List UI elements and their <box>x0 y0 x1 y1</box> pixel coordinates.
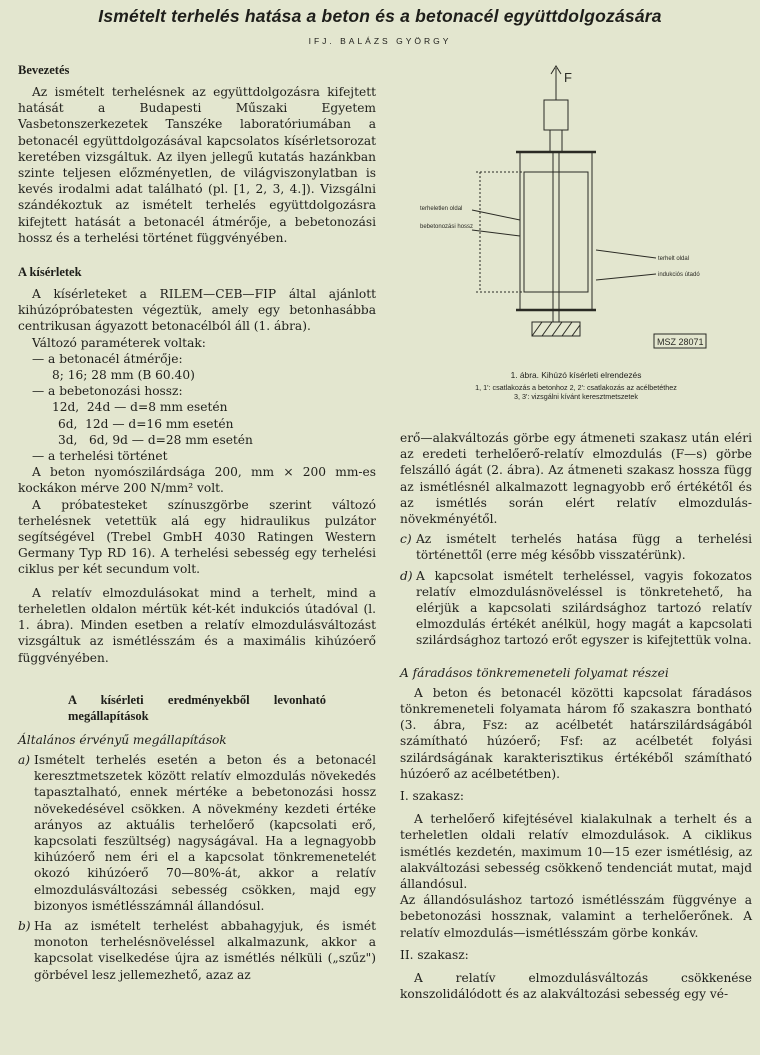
bar-top <box>550 130 562 152</box>
finding-c-label: c) <box>400 532 412 547</box>
leader-right-1 <box>596 250 656 258</box>
right-note-1: terhelt oldal <box>658 256 690 262</box>
force-label: F <box>564 70 572 85</box>
param-embedment-16mm: 6d, 12d — d=16 mm esetén <box>58 416 234 431</box>
right-paragraph-1: erő—alakváltozás görbe egy átmeneti szakasz után eléri az eredeti terhelőerő-relatív elmozdulás (F—s) görbe felszálló ágát (2. ábra). Az átmeneti szakasz hossza függ az ismétlésnél alkalmazott legnagyobb erő értékétől és az ismétlés során elért relatív elmozdulás-növekményétől. <box>400 431 752 527</box>
heading-results: A kísérleti eredményekből levonható megállapítások <box>68 692 326 723</box>
leader-right-2 <box>596 274 656 280</box>
finding-a <box>18 752 376 914</box>
left-column <box>18 62 376 983</box>
finding-d-label: d) <box>400 568 413 583</box>
article-title: Ismételt terhelés hatása a beton és a betonacél együttdolgozására <box>98 6 662 26</box>
right-column <box>400 430 752 1003</box>
stage-2-heading: II. szakasz: <box>400 947 469 962</box>
intro-paragraph: Az ismételt terhelésnek az együttdolgozásra kifejtett hatását a Budapesti Műszaki Egyetem Vasbetonszerkezetek Tanszéke laboratóriumában a betonacél együttdolgozásával kapcsolatos kísérletsorozat keretében vizsgáltuk. Az ilyen jellegű kutatás hazánkban szinte teljesen előzményetlen, de világviszonylatban is kevés irodalmi adat található (pl. [1, 2, 3, 4.]). Vizsgálni szándékoztuk az ismételt terhelés együttdolgozásra kifejtett hatását a betonacél átmérője, a bebetonozási hossz és a terhelési történet függvényében. <box>18 85 376 245</box>
stage-1-text-2: Az állandósuláshoz tartozó ismétlésszám függvénye a bebetonozási hossznak, valamint a terhelőerőnek. A relatív elmozdulás—ismétlésszám görbe konkáv. <box>400 893 752 940</box>
hatch-1 <box>532 322 542 336</box>
hatch-4 <box>562 322 572 336</box>
right-note-2: indukciós útadó <box>658 272 700 278</box>
finding-b-label: b) <box>18 918 31 933</box>
param-embedment-28mm: 3d, 6d, 9d — d=28 mm esetén <box>58 432 253 447</box>
experiments-paragraph-2: A beton nyomószilárdsága 200, mm × 200 mm-es kockákon mérve 200 N/mm² volt. <box>18 465 376 496</box>
experiments-paragraph-1: A kísérleteket a RILEM—CEB—FIP által ajánlott kihúzópróbatesten végeztük, amely egy betonhasábba centrikusan ágyazott betonacélból áll (1. ábra). <box>18 287 376 334</box>
param-embedment-8mm: 12d, 24d — d=8 mm esetén <box>52 400 228 415</box>
figure-legend-line-2: 3, 3': vizsgálni kívánt keresztmetszetek <box>513 392 638 401</box>
left-note-2: bebetonozási hossz <box>420 224 474 230</box>
heading-introduction: Bevezetés <box>18 63 70 77</box>
hatch-3 <box>552 322 562 336</box>
param-load-history: — a terhelési történet <box>32 449 168 464</box>
base-block <box>532 322 580 336</box>
finding-a-text: Ismételt terhelés esetén a beton és a betonacél keresztmetszetek között relatív elmozdulás növekedés tapasztalható, ennek mértéke a bebetonozási hossz növekedésével csökken. A növekmény kezdeti értéke arányos az aktuális terhelőerő (kapcsolati erő, kapcsolati feszültség) nagyságával. Ha a legnagyobb kihúzóerő nem éri el a kapcsolat tönkremenetelét okozó kihúzóerő 70—80%-át, akkor a relatív elmozdulásváltozási sebesség csökken, majd egy bizonyos ismétlésszámnál állandósul. <box>34 752 376 913</box>
finding-d-text: A kapcsolat ismételt terheléssel, vagyis fokozatos relatív elmozdulásnöveléssel is tönkretehető, ha elérjük a kapcsolati szilárdsághoz tartozó relatív elmozdulás értékét anélkül, hogy magát a kapcsolati szilárdsághoz tartozó erőt egyszer is kifejtettük volna. <box>416 568 752 648</box>
heading-experiments: A kísérletek <box>18 265 82 280</box>
hatch-5 <box>572 325 580 336</box>
param-embedment: — a bebetonozási hossz: <box>32 384 183 399</box>
experiments-paragraph-3: A próbatesteket színuszgörbe szerint változó terhelésnek vetettük alá egy hidraulikus pulzátor segítségével (Trebel GmbH 4030 Ratingen Western Germany Typ RD 16). A terhelési sebesség egy terhelési ciklus per két secundum volt. <box>18 497 376 577</box>
stage-1-heading: I. szakasz: <box>400 789 464 804</box>
param-diameter-values: 8; 16; 28 mm (B 60.40) <box>52 368 195 383</box>
concrete-block <box>524 172 588 292</box>
leader-left-1 <box>472 210 520 220</box>
fatigue-paragraph: A beton és betonacél közötti kapcsolat fáradásos tönkremeneteli folyamata három fő szakaszra bontható (3. ábra, Fsz: az acélbetét határszilárdságából számítható húzóerő; Fsf: az acélbetét folyási szilárdságának karakterisztikus értékéből számítható húzóerő az acélbetétben). <box>400 685 752 781</box>
hatch-2 <box>542 322 552 336</box>
leader-left-2 <box>472 230 520 236</box>
left-note-1: terheletlen oldal <box>420 206 463 212</box>
subheading-fatigue: A fáradásos tönkremeneteli folyamat részei <box>400 665 669 680</box>
finding-c <box>400 531 752 563</box>
param-diameter: — a betonacél átmérője: <box>32 351 183 366</box>
figure-caption: 1. ábra. Kihúzó kísérleti elrendezés <box>510 370 642 380</box>
subheading-general: Általános érvényű megállapítások <box>18 732 227 747</box>
figure-legend-line-1: 1, 1': csatlakozás a betonhoz 2, 2': csatlakozás az acélbetéthez <box>475 383 677 392</box>
figure-legend <box>400 383 752 401</box>
author-line: IFJ. BALÁZS GYÖRGY <box>308 36 452 46</box>
finding-b-text: Ha az ismételt terhelést abbahagyjuk, és ismét monoton terhelésnöveléssel alkalmazunk, akkor a kapcsolat viselkedése újra az ismétlés nélküli („szűz") görbével lesz jellemezhető, azaz az <box>34 918 376 982</box>
stage-2-text: A relatív elmozdulásváltozás csökkenése konszolidálódott és az alakváltozási sebesség egy vé- <box>400 971 752 1002</box>
finding-c-text: Az ismételt terhelés hatása függ a terhelési történettől (erre még később visszatérünk). <box>416 532 752 563</box>
params-heading: Változó paraméterek voltak: <box>32 335 206 350</box>
finding-b <box>18 918 376 983</box>
pullout-test-figure <box>420 60 736 360</box>
finding-a-label: a) <box>18 752 31 767</box>
experiments-paragraph-4: A relatív elmozdulásokat mind a terhelt, mind a terheletlen oldalon mértük két-két indukciós útadóval (l. 1. ábra). Minden esetben a relatív elmozdulásváltozást vizsgáltuk az ismétlésszám és a maximális kihúzóerő függvényében. <box>18 585 376 665</box>
stage-1-text: A terhelőerő kifejtésével kialakulnak a terhelt és a terheletlen oldali relatív elmozdulások. A ciklikus ismétlés kezdetén, maximum 10—15 ezer ismétlésig, az alakváltozási sebesség csökkenő tendenciát mutat, majd állandósul. <box>400 812 752 892</box>
finding-d <box>400 568 752 649</box>
top-clamp <box>544 100 568 130</box>
stamp-label: MSZ 28071 <box>657 337 704 347</box>
